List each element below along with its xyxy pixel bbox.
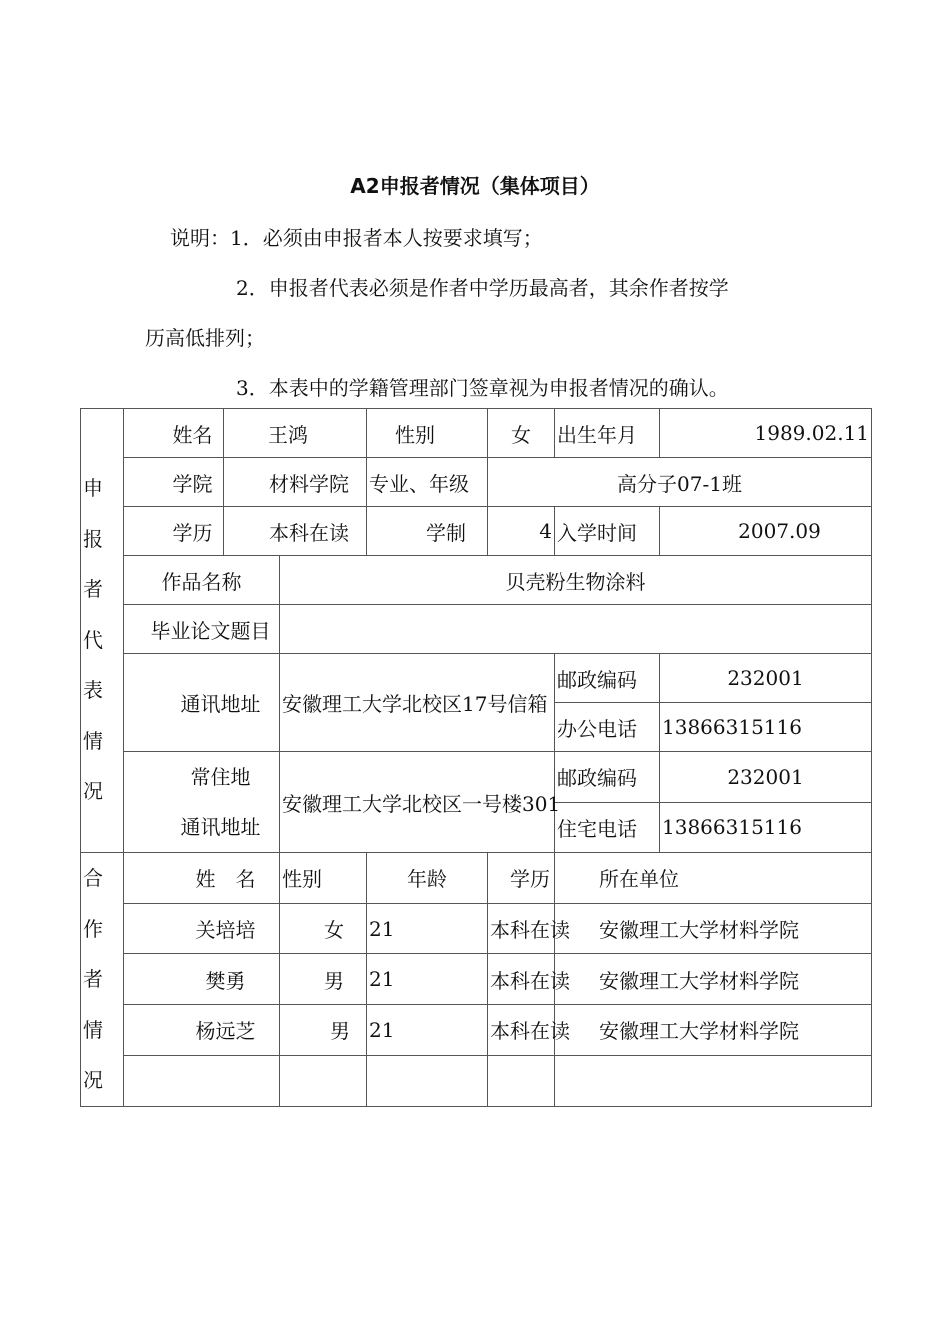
rep-thesis [280, 605, 872, 654]
coauthor-name: 樊勇 [124, 954, 280, 1005]
rep-zip1: 232001 [660, 654, 872, 703]
coauthor-header-age: 年龄 [367, 853, 488, 904]
rep-enroll-label: 入学时间 [555, 507, 660, 556]
applicant-table [80, 408, 872, 1107]
coauthor-edu [488, 1055, 555, 1106]
rep-name: 王鸿 [224, 409, 367, 458]
coauthor-age: 21 [367, 954, 488, 1005]
rep-major: 高分子07-1班 [488, 458, 872, 507]
section-label-representative: 申报者代表情况 [81, 409, 124, 853]
coauthor-name: 关培培 [124, 903, 280, 954]
section-label-coauthors: 合作者情况 [81, 853, 124, 1107]
rep-zip2-label: 邮政编码 [555, 752, 660, 803]
rep-home-phone-label: 住宅电话 [555, 802, 660, 853]
coauthor-name: 杨远芝 [124, 1005, 280, 1056]
coauthor-header-edu: 学历 [488, 853, 555, 904]
rep-gender: 女 [488, 409, 555, 458]
note-2b: 历高低排列； [145, 326, 265, 350]
rep-work: 贝壳粉生物涂料 [280, 556, 872, 605]
coauthor-unit: 安徽理工大学材料学院 [555, 954, 872, 1005]
note-1: 说明：1．必须由申报者本人按要求填写； [170, 226, 543, 250]
rep-zip1-label: 邮政编码 [555, 654, 660, 703]
coauthor-edu: 本科在读 [488, 903, 555, 954]
rep-gender-label: 性别 [367, 409, 488, 458]
note-2a: 2．申报者代表必须是作者中学历最高者，其余作者按学 [236, 276, 729, 300]
coauthor-header-gender: 性别 [280, 853, 367, 904]
rep-years: 4 [488, 507, 555, 556]
rep-address-label: 通讯地址 [124, 654, 280, 752]
table-row [81, 1005, 872, 1056]
rep-enroll: 2007.09 [660, 507, 872, 556]
coauthor-header-name: 姓 名 [124, 853, 280, 904]
rep-college: 材料学院 [224, 458, 367, 507]
coauthor-edu: 本科在读 [488, 1005, 555, 1056]
rep-thesis-label: 毕业论文题目 [124, 605, 280, 654]
page-title: A2申报者情况（集体项目） [350, 174, 600, 198]
table-row [81, 903, 872, 954]
rep-zip2: 232001 [660, 752, 872, 803]
rep-address: 安徽理工大学北校区17号信箱 [280, 654, 555, 752]
rep-office-phone: 13866315116 [660, 703, 872, 752]
rep-birth-label: 出生年月 [555, 409, 660, 458]
rep-edu: 本科在读 [224, 507, 367, 556]
rep-home-address-label: 常住地 通讯地址 [124, 752, 280, 853]
coauthor-gender: 男 [280, 1005, 367, 1056]
rep-edu-label: 学历 [124, 507, 224, 556]
rep-home-phone: 13866315116 [660, 802, 872, 853]
coauthor-unit [555, 1055, 872, 1106]
rep-name-label: 姓名 [124, 409, 224, 458]
coauthor-gender [280, 1055, 367, 1106]
table-row [81, 954, 872, 1005]
rep-major-label: 专业、年级 [367, 458, 488, 507]
note-3: 3．本表中的学籍管理部门签章视为申报者情况的确认。 [236, 376, 729, 400]
rep-years-label: 学制 [367, 507, 488, 556]
coauthor-name [124, 1055, 280, 1106]
coauthor-edu: 本科在读 [488, 954, 555, 1005]
rep-birth: 1989.02.11 [660, 409, 872, 458]
coauthor-unit: 安徽理工大学材料学院 [555, 903, 872, 954]
table-row [81, 1055, 872, 1106]
coauthor-unit: 安徽理工大学材料学院 [555, 1005, 872, 1056]
coauthor-gender: 男 [280, 954, 367, 1005]
coauthor-age [367, 1055, 488, 1106]
coauthor-age: 21 [367, 1005, 488, 1056]
rep-home-address: 安徽理工大学北校区一号楼301 [280, 752, 555, 853]
coauthor-gender: 女 [280, 903, 367, 954]
rep-work-label: 作品名称 [124, 556, 280, 605]
coauthor-age: 21 [367, 903, 488, 954]
coauthor-header-unit: 所在单位 [555, 853, 872, 904]
rep-college-label: 学院 [124, 458, 224, 507]
rep-office-phone-label: 办公电话 [555, 703, 660, 752]
